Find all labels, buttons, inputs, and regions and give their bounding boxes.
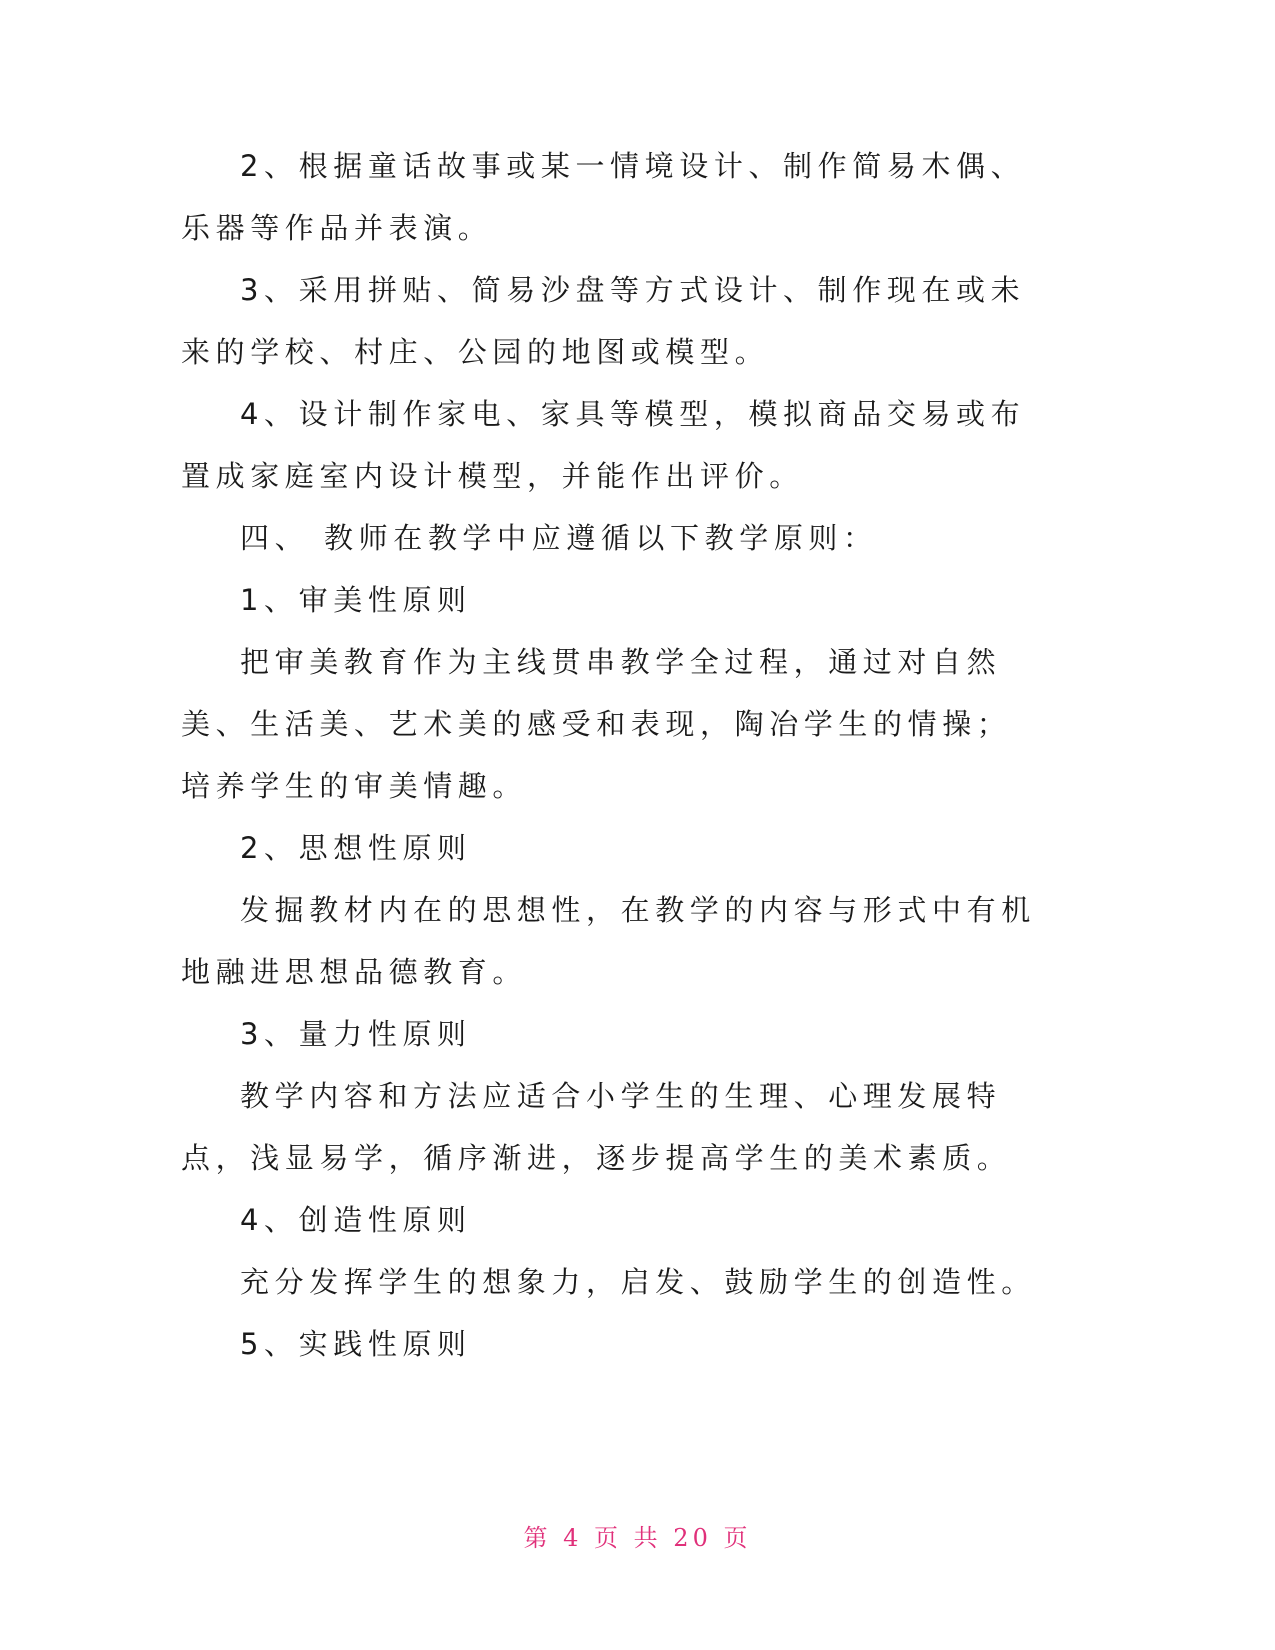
paragraph-item-4-appliance-model: 4、设计制作家电、家具等模型，模拟商品交易或布置成家庭室内设计模型，并能作出评价。 <box>181 397 1026 493</box>
paragraph-item-3-map-model: 3、采用拼贴、简易沙盘等方式设计、制作现在或未来的学校、村庄、公园的地图或模型。 <box>181 273 1026 369</box>
section-heading-teaching-principles: 四、 教师在教学中应遵循以下教学原则： <box>240 521 878 555</box>
document-body <box>181 135 1041 1375</box>
principle-body-capacity: 教学内容和方法应适合小学生的生理、心理发展特点，浅显易学，循序渐进，逐步提高学生的美术素质。 <box>181 1079 1012 1175</box>
principle-heading-ideological: 2、思想性原则 <box>240 831 472 865</box>
principle-heading-creativity: 4、创造性原则 <box>240 1203 472 1237</box>
principle-heading-practice: 5、实践性原则 <box>240 1327 472 1361</box>
paragraph-item-2-puppet-making: 2、根据童话故事或某一情境设计、制作简易木偶、乐器等作品并表演。 <box>181 149 1026 245</box>
principle-heading-capacity: 3、量力性原则 <box>240 1017 472 1051</box>
page-number-footer: 第 4 页 共 20 页 <box>523 1524 752 1552</box>
principle-heading-aesthetic: 1、审美性原则 <box>240 583 472 617</box>
principle-body-creativity: 充分发挥学生的想象力，启发、鼓励学生的创造性。 <box>240 1265 1036 1299</box>
principle-body-aesthetic: 把审美教育作为主线贯串教学全过程，通过对自然美、生活美、艺术美的感受和表现，陶冶学生的情操；培养学生的审美情趣。 <box>181 645 1012 803</box>
principle-body-ideological: 发掘教材内在的思想性，在教学的内容与形式中有机地融进思想品德教育。 <box>181 893 1036 989</box>
